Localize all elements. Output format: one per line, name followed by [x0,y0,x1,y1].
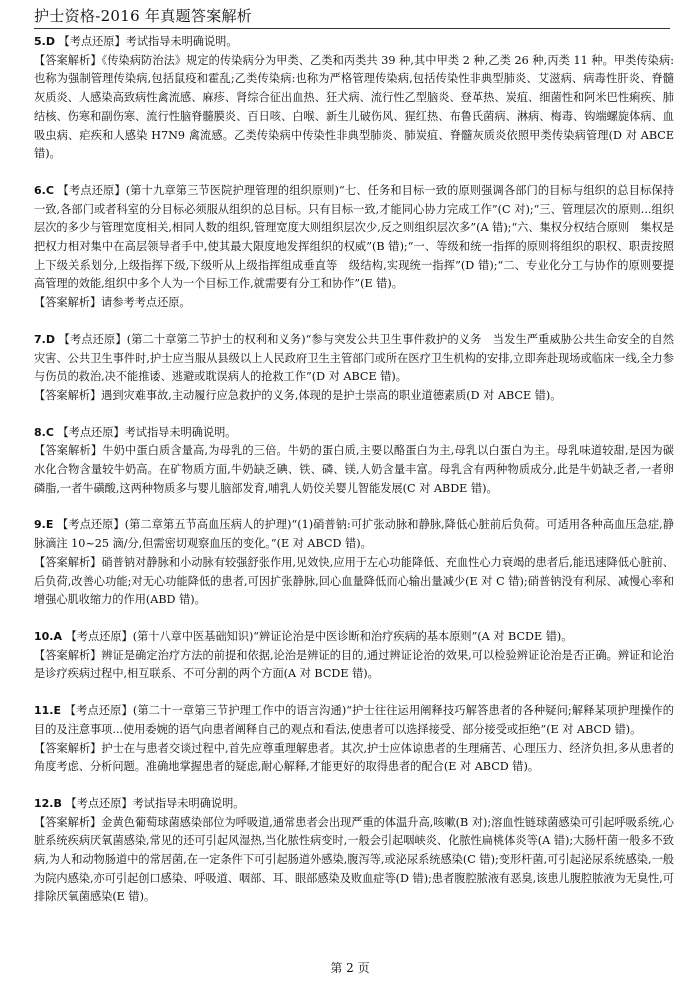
exam-point-tag: 【考点还原】 [65,796,133,810]
exam-point-text: (第十九章第三节医院护理管理的组织原则)“七、任务和目标一致的原则强调各部门的目标与组织的总目标保持一致,各部门或者科室的分目标必须服从组织的总目标。只有目标一致,才能同心协力完成工作”(C 对);“三、管理层次的原则...组织层次的多少与管理宽度相关,相同人数的组织,管理宽度大则组织层次少,反之则组织层次多”(A 错);“六、集权分权结合原则 集权是把权力相对集中在高层领导者手中,使其最大限度地发挥组织的权威”(B 错);“一、等级和统一指挥的原则将组织的职权、职责按照上下级关系划分,上级指挥下级,下级听从上级指挥组成垂直等 级结构,实现统一指挥”(D 错);“二、专业化分工与协作的原则要提高管理的效能,组织中多个人为一个目标工作,就需要有分工和协作”(E 错)。 [34,183,674,291]
exam-point-paragraph [34,331,674,387]
question-block-6 [34,182,674,313]
analysis-text: 护士在与患者交谈过程中,首先应尊重理解患者。其次,护士应体谅患者的生理痛苦、心理压力、经济负担,多从患者的角度考虑、分析问题。准确地掌握患者的疑虑,耐心解释,才能更好的取得患者的配合(E 对 ABCD 错)。 [34,741,674,774]
question-number: 8.C [34,425,54,439]
exam-point-paragraph [34,424,674,443]
question-number: 5.D [34,35,55,48]
header-title: 护士资格-2016 年真题答案解析 [34,7,253,25]
question-block-7 [34,331,674,406]
question-block-10 [34,628,674,684]
analysis-text: 请参考考点还原。 [101,296,191,310]
analysis-tag: 【答案解析】 [34,388,102,402]
analysis-tag: 【答案解析】 [34,444,103,458]
exam-point-tag: 【考点还原】 [58,332,127,346]
analysis-tag: 【答案解析】 [34,741,102,755]
analysis-tag: 【答案解析】 [34,296,102,310]
exam-point-paragraph [34,628,674,647]
exam-point-tag: 【考点还原】 [57,518,125,532]
page-number: 第 2 页 [330,961,370,975]
analysis-paragraph [34,554,674,610]
analysis-tag: 【答案解析】 [34,648,102,662]
exam-point-tag: 【考点还原】 [64,704,133,718]
analysis-text: 遇到灾难事故,主动履行应急救护的义务,体现的是护士崇高的职业道德素质(D 对 ABCE 错)。 [101,388,562,402]
question-block-11 [34,702,674,777]
analysis-text: 硝普钠对静脉和小动脉有较强舒张作用,见效快,应用于左心功能降低、充血性心力衰竭的患者后,能迅速降低心脏前、后负荷,改善心功能;对无心功能降低的患者,可因扩张静脉,回心血量降低而心输出量减少(E 对 C 错);硝普钠没有利尿、减慢心率和增强心肌收缩力的作用(ABD 错)。 [34,555,674,607]
analysis-text: 《传染病防治法》规定的传染病分为甲类、乙类和丙类共 39 种,其中甲类 2 种,乙类 26 种,丙类 11 种。甲类传染病:也称为强制管理传染病,包括鼠疫和霍乱;乙类传染病:也称为严格管理传染病,包括传染性非典型肺炎、艾滋病、病毒性肝炎、脊髓灰质炎、人感染高致病性禽流感、麻疹、肾综合征出血热、狂犬病、流行性乙型脑炎、登革热、炭疽、细菌性和阿米巴性痢疾、肺结核、伤寒和副伤寒、流行性脑脊髓膜炎、百日咳、白喉、新生儿破伤风、猩红热、布鲁氏菌病、淋病、梅毒、钩端螺旋体病、血吸虫病、疟疾和人感染 H7N9 禽流感。乙类传染病中传染性非典型肺炎、肺炭疽、脊髓灰质炎依照甲类传染病管理(D 对 ABCE 错)。 [34,53,674,161]
question-number: 11.E [34,704,62,718]
question-number: 6.C [34,183,54,197]
analysis-text: 牛奶中蛋白质含量高,为母乳的三倍。牛奶的蛋白质,主要以酪蛋白为主,母乳以白蛋白为主。母乳味道较甜,是因为碳水化合物含量较牛奶高。在矿物质方面,牛奶缺乏碘、铁、磷、镁,人奶含量丰富。母乳含有两种物质成分,此是牛奶缺乏者,一者卵磷脂,一者牛磺酸,这两种物质多与婴儿脑部发育,哺乳人奶佼关婴儿智能发展(C 对 ABDE 错)。 [34,444,674,495]
exam-point-text: (第十八章中医基础知识)“辨证论治是中医诊断和治疗疾病的基本原则”(A 对 BCDE 错)。 [132,629,573,643]
question-block-5 [34,33,674,164]
exam-point-text: (第二十一章第三节护理工作中的语言沟通)“护士往往运用阐释技巧解答患者的各种疑问;解释某项护理操作的目的及注意事项...使用委婉的语气向患者阐释自己的观点和看法,使患者可以选择接受、部分接受或拒绝”(E 对 ABCD 错)。 [34,704,674,736]
question-block-8 [34,424,674,499]
exam-point-tag: 【考点还原】 [57,183,126,197]
analysis-paragraph [34,740,674,777]
analysis-text: 金黄色葡萄球菌感染部位为呼吸道,通常患者会出现严重的体温升高,咳嗽(B 对);溶血性链球菌感染可引起呼吸系统,心脏系统疾病厌氧菌感染,常见的还可引起风湿热,当化脓性病变时,一般会引起咽峡炎、化脓性扁桃体炎等(A 错);大肠杆菌一般多不致病,为人和动物肠道中的常居菌,在一定条件下可引起肠道外感染,腹泻等,或泌尿系统感染(C 错);变形杆菌,可引起泌尿系统感染,一般为院内感染,亦可引起创口感染、呼吸道、咽部、耳、眼部感染及败血症等(D 错);患者腹腔脓液有恶臭,该患儿腹腔脓液为无臭性,可排除厌氧菌感染(E 错)。 [34,815,674,904]
exam-point-tag: 【考点还原】 [65,629,133,643]
analysis-paragraph [34,442,674,498]
exam-point-text: 考试指导未明确说明。 [132,796,245,810]
exam-point-paragraph [34,516,674,553]
analysis-paragraph [34,387,674,406]
exam-point-text: 考试指导未明确说明。 [124,425,237,439]
exam-point-paragraph [34,702,674,739]
question-number: 12.B [34,796,62,810]
analysis-tag: 【答案解析】 [34,53,102,67]
exam-point-tag: 【考点还原】 [57,425,125,439]
question-block-12 [34,795,674,907]
answer-content [34,33,674,925]
analysis-paragraph [34,294,674,313]
analysis-paragraph [34,647,674,684]
analysis-text: 辨证是确定治疗方法的前提和依据,论治是辨证的目的,通过辨证论治的效果,可以检验辨证论治是否正确。辨证和论治是诊疗疾病过程中,相互联系、不可分割的两个方面(A 对 BCDE 错)。 [34,648,674,681]
exam-point-paragraph [34,33,674,52]
exam-point-text: (第二章第五节高血压病人的护理)“(1)硝普钠:可扩张动脉和静脉,降低心脏前后负荷。可适用各种高血压急症,静脉滴注 10~25 滴/分,但需密切观察血压的变化。”(E 对 ABCD 错)。 [34,518,674,551]
exam-point-tag: 【考点还原】 [58,35,126,48]
exam-point-paragraph [34,795,674,814]
question-number: 7.D [34,332,55,346]
question-number: 10.A [34,629,62,643]
exam-point-text: 考试指导未明确说明。 [125,35,238,48]
analysis-tag: 【答案解析】 [34,555,102,569]
exam-point-text: (第二十章第二节护士的权利和义务)“参与突发公共卫生事件救护的义务 当发生严重威胁公共生命安全的自然灾害、公共卫生事件时,护士应当服从县级以上人民政府卫生主管部门或所在医疗卫生机构的安排,立即奔赴现场或临床一线,全力参与伤员的救治,决不能推诿、逃避或耽误病人的抢救工作”(D 对 ABCE 错)。 [34,332,674,384]
analysis-paragraph [34,52,674,164]
question-block-9 [34,516,674,610]
analysis-paragraph [34,814,674,908]
question-number: 9.E [34,518,54,532]
page-footer [0,960,700,976]
exam-point-paragraph [34,182,674,294]
page-header [34,6,670,29]
analysis-tag: 【答案解析】 [34,815,102,829]
